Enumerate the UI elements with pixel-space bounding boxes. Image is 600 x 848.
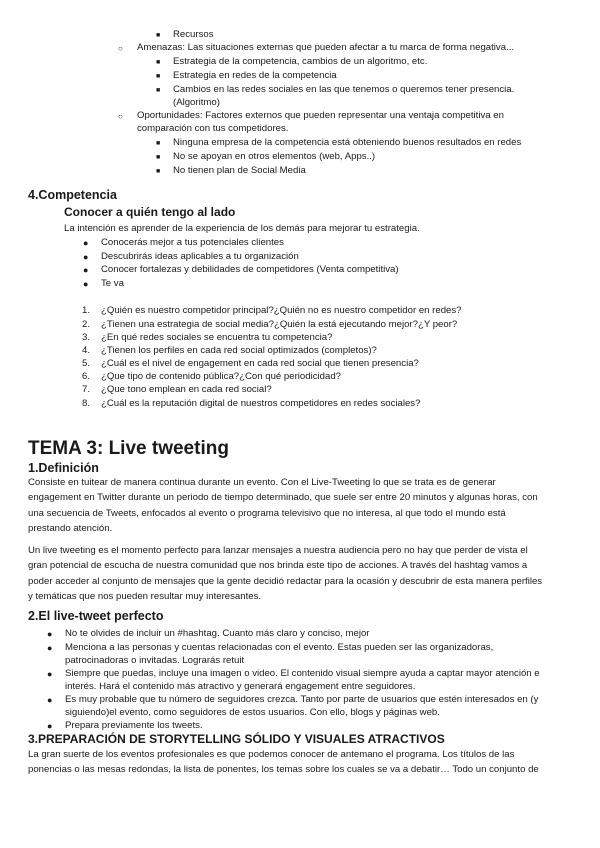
question-text: ¿Tienen los perfiles en cada red social optimizados (completos)? (101, 345, 377, 356)
dot-bullet-icon: ● (83, 252, 89, 262)
list-item-continuation: (Algoritmo) (173, 97, 220, 108)
question-text: ¿Que tono emplean en cada red social? (101, 384, 272, 395)
paragraph-line: poder acceder al conjunto de mensajes que la gente decidió redactar para la ocasión y descubrir de esta manera perfiles (28, 575, 543, 587)
square-bullet-icon: ■ (156, 73, 161, 80)
question-text: ¿Cuál es el nivel de engagement en cada red social que tienen presencia? (101, 358, 419, 369)
list-item: Conocerás mejor a tus potenciales clientes (101, 237, 284, 248)
dot-bullet-icon: ● (47, 629, 53, 639)
dot-bullet-icon: ● (47, 721, 53, 731)
question-text: ¿En qué redes sociales se encuentra tu competencia? (101, 332, 333, 343)
circle-bullet-icon: ○ (118, 44, 123, 53)
section-heading-definicion: 1.Definición (28, 461, 99, 475)
amenazas-item: Amenazas: Las situaciones externas que pueden afectar a tu marca de forma negativa... (137, 42, 515, 53)
question-number: 7. (82, 384, 91, 395)
list-item: Ninguna empresa de la competencia está obteniendo buenos resultados en redes (173, 137, 522, 148)
paragraph-line: ponencias o las mesas redondas, la lista de ponentes, los temas sobre los cuales se va a debatir… Todo un conjunto de (28, 764, 539, 776)
list-item: Siempre que puedas, incluye una imagen o video. El contenido visual siempre ayuda a captar mayor atención e (65, 668, 540, 679)
paragraph-line: engagement en Twitter durante un periodo de tiempo determinado, que suele ser entre 20 minutos y algunas horas, con (28, 492, 538, 504)
question-text: ¿Cuál es la reputación digital de nuestros competidores en redes sociales? (101, 398, 421, 409)
square-bullet-icon: ■ (156, 154, 161, 161)
question-number: 5. (82, 358, 91, 369)
square-bullet-icon: ■ (156, 140, 161, 147)
question-number: 4. (82, 345, 91, 356)
section-heading-storytelling: 3.PREPARACIÓN DE STORYTELLING SÓLIDO Y VISUALES ATRACTIVOS (28, 732, 445, 746)
paragraph-line: y temáticas que nos pueden resultar muy interesantes. (28, 591, 262, 603)
paragraph-line: La gran suerte de los eventos profesionales es que podemos conocer de antemano el programa. Los títulos de las (28, 749, 515, 760)
paragraph-definicion (28, 475, 538, 537)
list-item: Estrategia en redes de la competencia (173, 70, 337, 81)
question-number: 6. (82, 371, 91, 382)
paragraph-line: una secuencia de Tweets, enfocados al evento o programa televisivo que no interesa, al que todo el mundo está (28, 507, 506, 519)
dot-bullet-icon: ● (83, 279, 89, 289)
question-number: 2. (82, 319, 91, 330)
list-item-continuation: interés. Hará el contenido más atractivo y generará engagement entre seguidores. (65, 681, 416, 692)
list-item: Descubrirás ideas aplicables a tu organización (101, 251, 299, 262)
dot-bullet-icon: ● (83, 238, 89, 248)
list-item: Recursos (173, 29, 214, 40)
subheading-conocer: Conocer a quién tengo al lado (64, 205, 236, 219)
list-item: No te olvides de incluir un #hashtag. Cuanto más claro y conciso, mejor (65, 628, 370, 639)
list-item-continuation: siguiendo)el evento, como seguidores de estos usuarios. Con ello, blogs y páginas web. (65, 707, 440, 718)
list-item: Prepara previamente los tweets. (65, 720, 203, 731)
square-bullet-icon: ■ (156, 59, 161, 66)
paragraph-line: gran potencial de escucha de nuestra comunidad que nos brinda este tipo de acciones. A través del hashtag vamos a (28, 560, 528, 572)
intro-text: La intención es aprender de la experiencia de los demás para mejorar tu estrategia. (64, 223, 420, 234)
list-item-continuation: patrocinadoras o invitadas. Lograrás retuit (65, 655, 245, 666)
question-text: ¿Quién es nuestro competidor principal?¿Quién no es nuestro competidor en redes? (101, 305, 462, 316)
list-item: Te va (101, 278, 124, 289)
list-item: No tienen plan de Social Media (173, 165, 306, 176)
question-text: ¿Tienen una estrategia de social media?¿Quién la está ejecutando mejor?¿Y peor? (101, 319, 458, 330)
list-item: Es muy probable que tu número de seguidores crezca. Tanto por parte de usuarios que estén interesados en (y (65, 694, 539, 705)
paragraph-live-tweeting (28, 543, 542, 605)
section-heading-perfecto: 2.El live-tweet perfecto (28, 609, 164, 623)
list-item: Estrategia de la competencia, cambios de un algoritmo, etc. (173, 56, 428, 67)
list-item: Menciona a las personas y cuentas relacionadas con el evento. Estas pueden ser las organizadoras, (65, 642, 494, 653)
list-item: Cambios en las redes sociales en las que tenemos o queremos tener presencia. (173, 84, 515, 95)
square-bullet-icon: ■ (156, 168, 161, 175)
dot-bullet-icon: ● (83, 265, 89, 275)
dot-bullet-icon: ● (47, 643, 53, 653)
square-bullet-icon: ■ (156, 87, 161, 94)
oportunidades-item: Oportunidades: Factores externos que pueden representar una ventaja competitiva en (137, 110, 504, 121)
list-item: No se apoyan en otros elementos (web, Apps..) (173, 151, 376, 162)
oportunidades-item-continuation: comparación con tus competidores. (137, 123, 289, 134)
question-number: 8. (82, 398, 91, 409)
question-number: 3. (82, 332, 91, 343)
square-bullet-icon: ■ (156, 32, 161, 39)
question-number: 1. (82, 305, 91, 316)
paragraph-storytelling (28, 747, 539, 778)
question-text: ¿Que tipo de contenido pública?¿Con qué periodicidad? (101, 371, 342, 382)
list-item: Conocer fortalezas y debilidades de competidores (Venta competitiva) (101, 264, 399, 275)
dot-bullet-icon: ● (47, 695, 53, 705)
paragraph-line: prestando atención. (28, 523, 113, 535)
circle-bullet-icon: ○ (118, 112, 123, 121)
paragraph-line: Consiste en tuitear de manera continua durante un evento. Con el Live-Tweeting lo que se trata es de generar (28, 477, 496, 488)
dot-bullet-icon: ● (47, 669, 53, 679)
section-heading-competencia: 4.Competencia (28, 188, 117, 202)
paragraph-line: Un live tweeting es el momento perfecto para lanzar mensajes a nuestra audiencia pero no hay que perder de vista el (28, 545, 528, 556)
chapter-title: TEMA 3: Live tweeting (28, 438, 229, 459)
